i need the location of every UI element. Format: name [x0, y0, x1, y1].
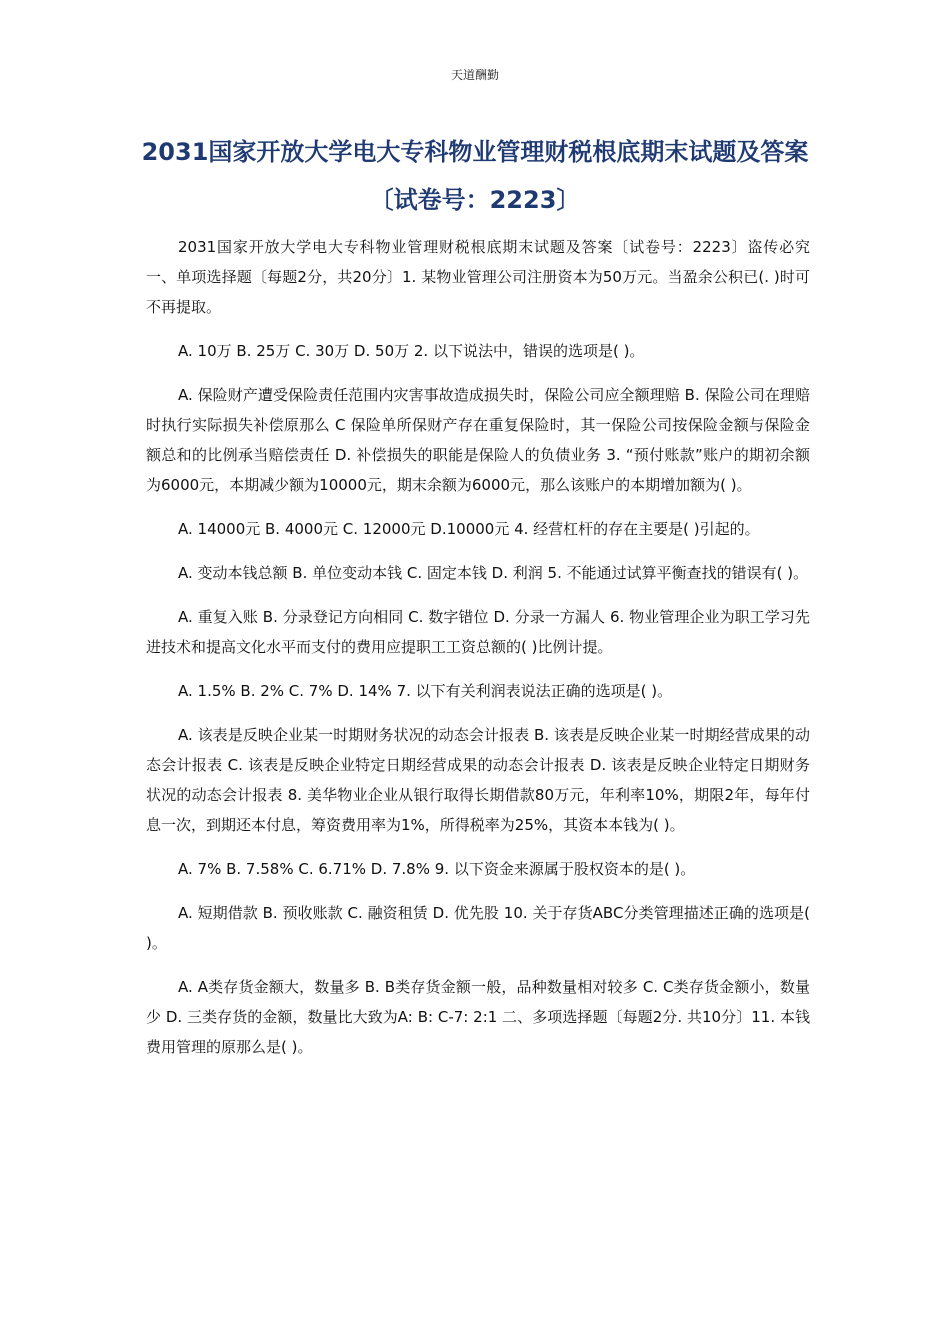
paragraph: A. 14000元 B. 4000元 C. 12000元 D.10000元 4. 经营杠杆的存在主要是( )引起的。: [178, 520, 760, 538]
paragraph: A. 7% B. 7.58% C. 6.71% D. 7.8% 9. 以下资金来源属于股权资本的是( )。: [178, 860, 696, 878]
paragraph: A. 变动本钱总额 B. 单位变动本钱 C. 固定本钱 D. 利润 5. 不能通过试算平衡查找的错误有( )。: [178, 564, 809, 582]
paragraph: A. 重复入账 B. 分录登记方向相同 C. 数字错位 D. 分录一方漏人 6. 物业管理企业为职工学习先进技术和提高文化水平而支付的费用应提职工工资总额的( )比例计提。: [146, 608, 810, 656]
paragraph: A. 10万 B. 25万 C. 30万 D. 50万 2. 以下说法中，错误的选项是( )。: [178, 342, 645, 360]
title-line-1: 2031国家开放大学电大专科物业管理财税根底期末试题及答案: [141, 138, 809, 166]
paragraph: A. 1.5% B. 2% C. 7% D. 14% 7. 以下有关利润表说法正确的选项是( )。: [178, 682, 673, 700]
paragraph: A. A类存货金额大，数量多 B. B类存货金额一般，品种数量相对较多 C. C类存货金额小，数量少 D. 三类存货的金额，数量比大致为A: B: C-7: 2:1 二、多项选择题〔每题2分. 共10分〕11. 本钱费用管理的原那么是( )。: [146, 978, 810, 1056]
document-title: [80, 128, 870, 224]
paragraph: 2031国家开放大学电大专科物业管理财税根底期末试题及答案〔试卷号：2223〕盗传必究 一、单项选择题〔每题2分，共20分〕1. 某物业管理公司注册资本为50万元。当盈余公积已(. )时可不再提取。: [146, 238, 810, 316]
page-header: 天道酬勤: [450, 68, 499, 82]
paragraph: A. 保险财产遭受保险责任范围内灾害事故造成损失时，保险公司应全额理赔 B. 保险公司在理赔时执行实际损失补偿原那么 C 保险单所保财产存在重复保险时，其一保险公司按保险金额与保险金额总和的比例承当赔偿责任 D. 补偿损失的职能是保险人的负债业务 3. “预付账款”账户的期初余额为6000元，本期减少额为10000元，期末余额为6000元，那么该账户的本期增加额为( )。: [146, 386, 810, 494]
title-line-2: 〔试卷号：2223〕: [369, 186, 581, 214]
paragraph: A. 该表是反映企业某一时期财务状况的动态会计报表 B. 该表是反映企业某一时期经营成果的动态会计报表 C. 该表是反映企业特定日期经营成果的动态会计报表 D. 该表是反映企业特定日期财务状况的动态会计报表 8. 美华物业企业从银行取得长期借款80万元，年利率10%，期限2年，每年付息一次，到期还本付息，筹资费用率为1%，所得税率为25%，其资本本钱为( )。: [146, 726, 810, 834]
paragraph: A. 短期借款 B. 预收账款 C. 融资租赁 D. 优先股 10. 关于存货ABC分类管理描述正确的选项是( )。: [146, 904, 810, 952]
document-body: [146, 232, 810, 1076]
